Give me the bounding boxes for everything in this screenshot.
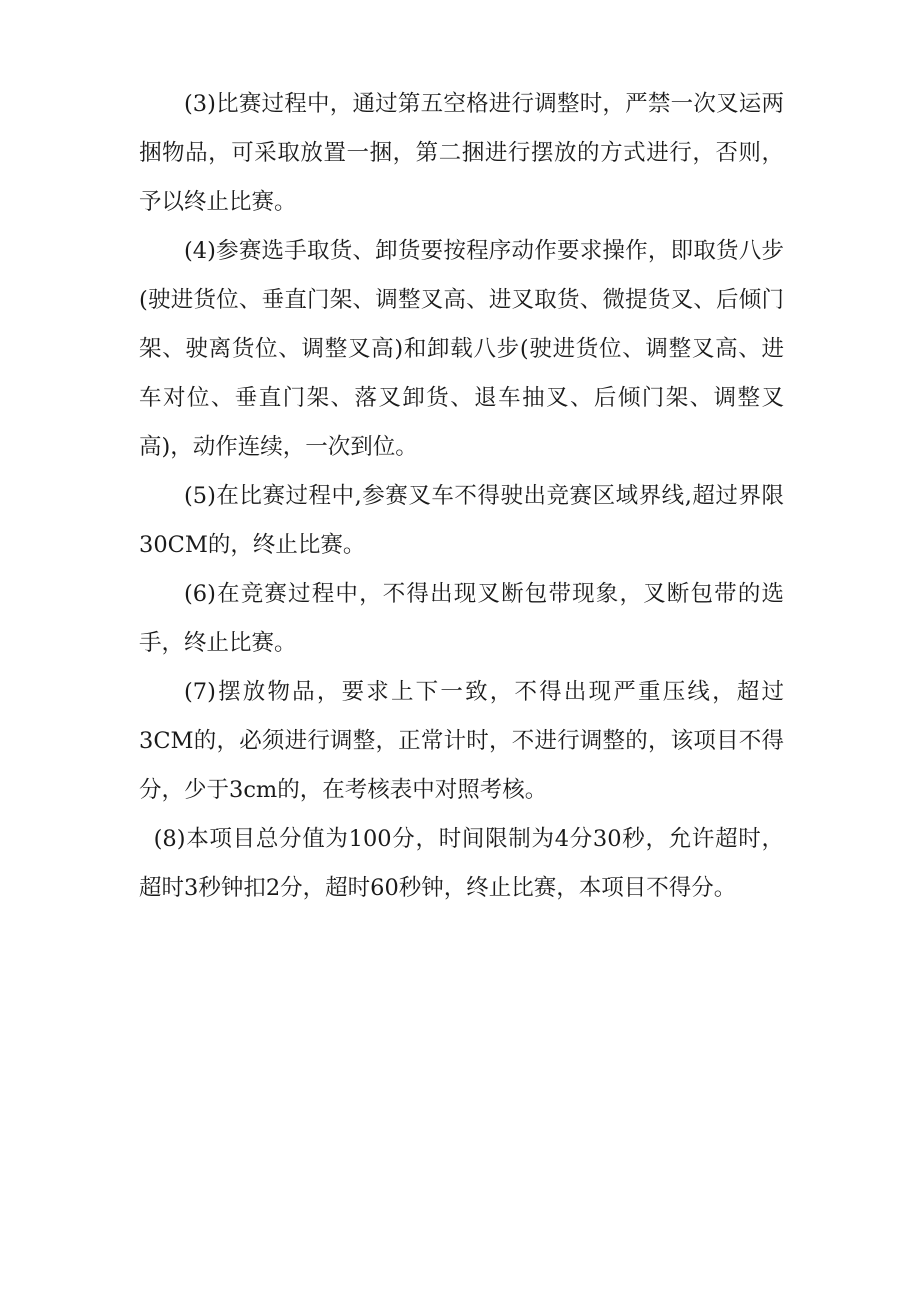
rule-paragraph-7: (7)摆放物品，要求上下一致，不得出现严重压线，超过3CM的，必须进行调整，正常计时，不进行调整的，该项目不得分，少于3cm的，在考核表中对照考核。 (139, 679, 784, 803)
rule-paragraph-8: (8)本项目总分值为100分，时间限制为4分30秒，允许超时，超时3秒钟扣2分，超时60秒钟，终止比赛，本项目不得分。 (139, 826, 784, 901)
rule-paragraph-6: (6)在竞赛过程中，不得出现叉断包带现象，叉断包带的选手，终止比赛。 (139, 581, 784, 656)
rule-paragraph-5: (5)在比赛过程中,参赛叉车不得驶出竞赛区域界线,超过界限30CM的，终止比赛。 (139, 483, 784, 558)
document-body (139, 80, 784, 913)
rule-paragraph-3: (3)比赛过程中，通过第五空格进行调整时，严禁一次叉运两捆物品，可采取放置一捆，第二捆进行摆放的方式进行，否则，予以终止比赛。 (139, 91, 784, 215)
rule-paragraph-4: (4)参赛选手取货、卸货要按程序动作要求操作，即取货八步(驶进货位、垂直门架、调整叉高、进叉取货、微提货叉、后倾门架、驶离货位、调整叉高)和卸载八步(驶进货位、调整叉高、进车对位、垂直门架、落叉卸货、退车抽叉、后倾门架、调整叉高)，动作连续，一次到位。 (139, 238, 784, 460)
